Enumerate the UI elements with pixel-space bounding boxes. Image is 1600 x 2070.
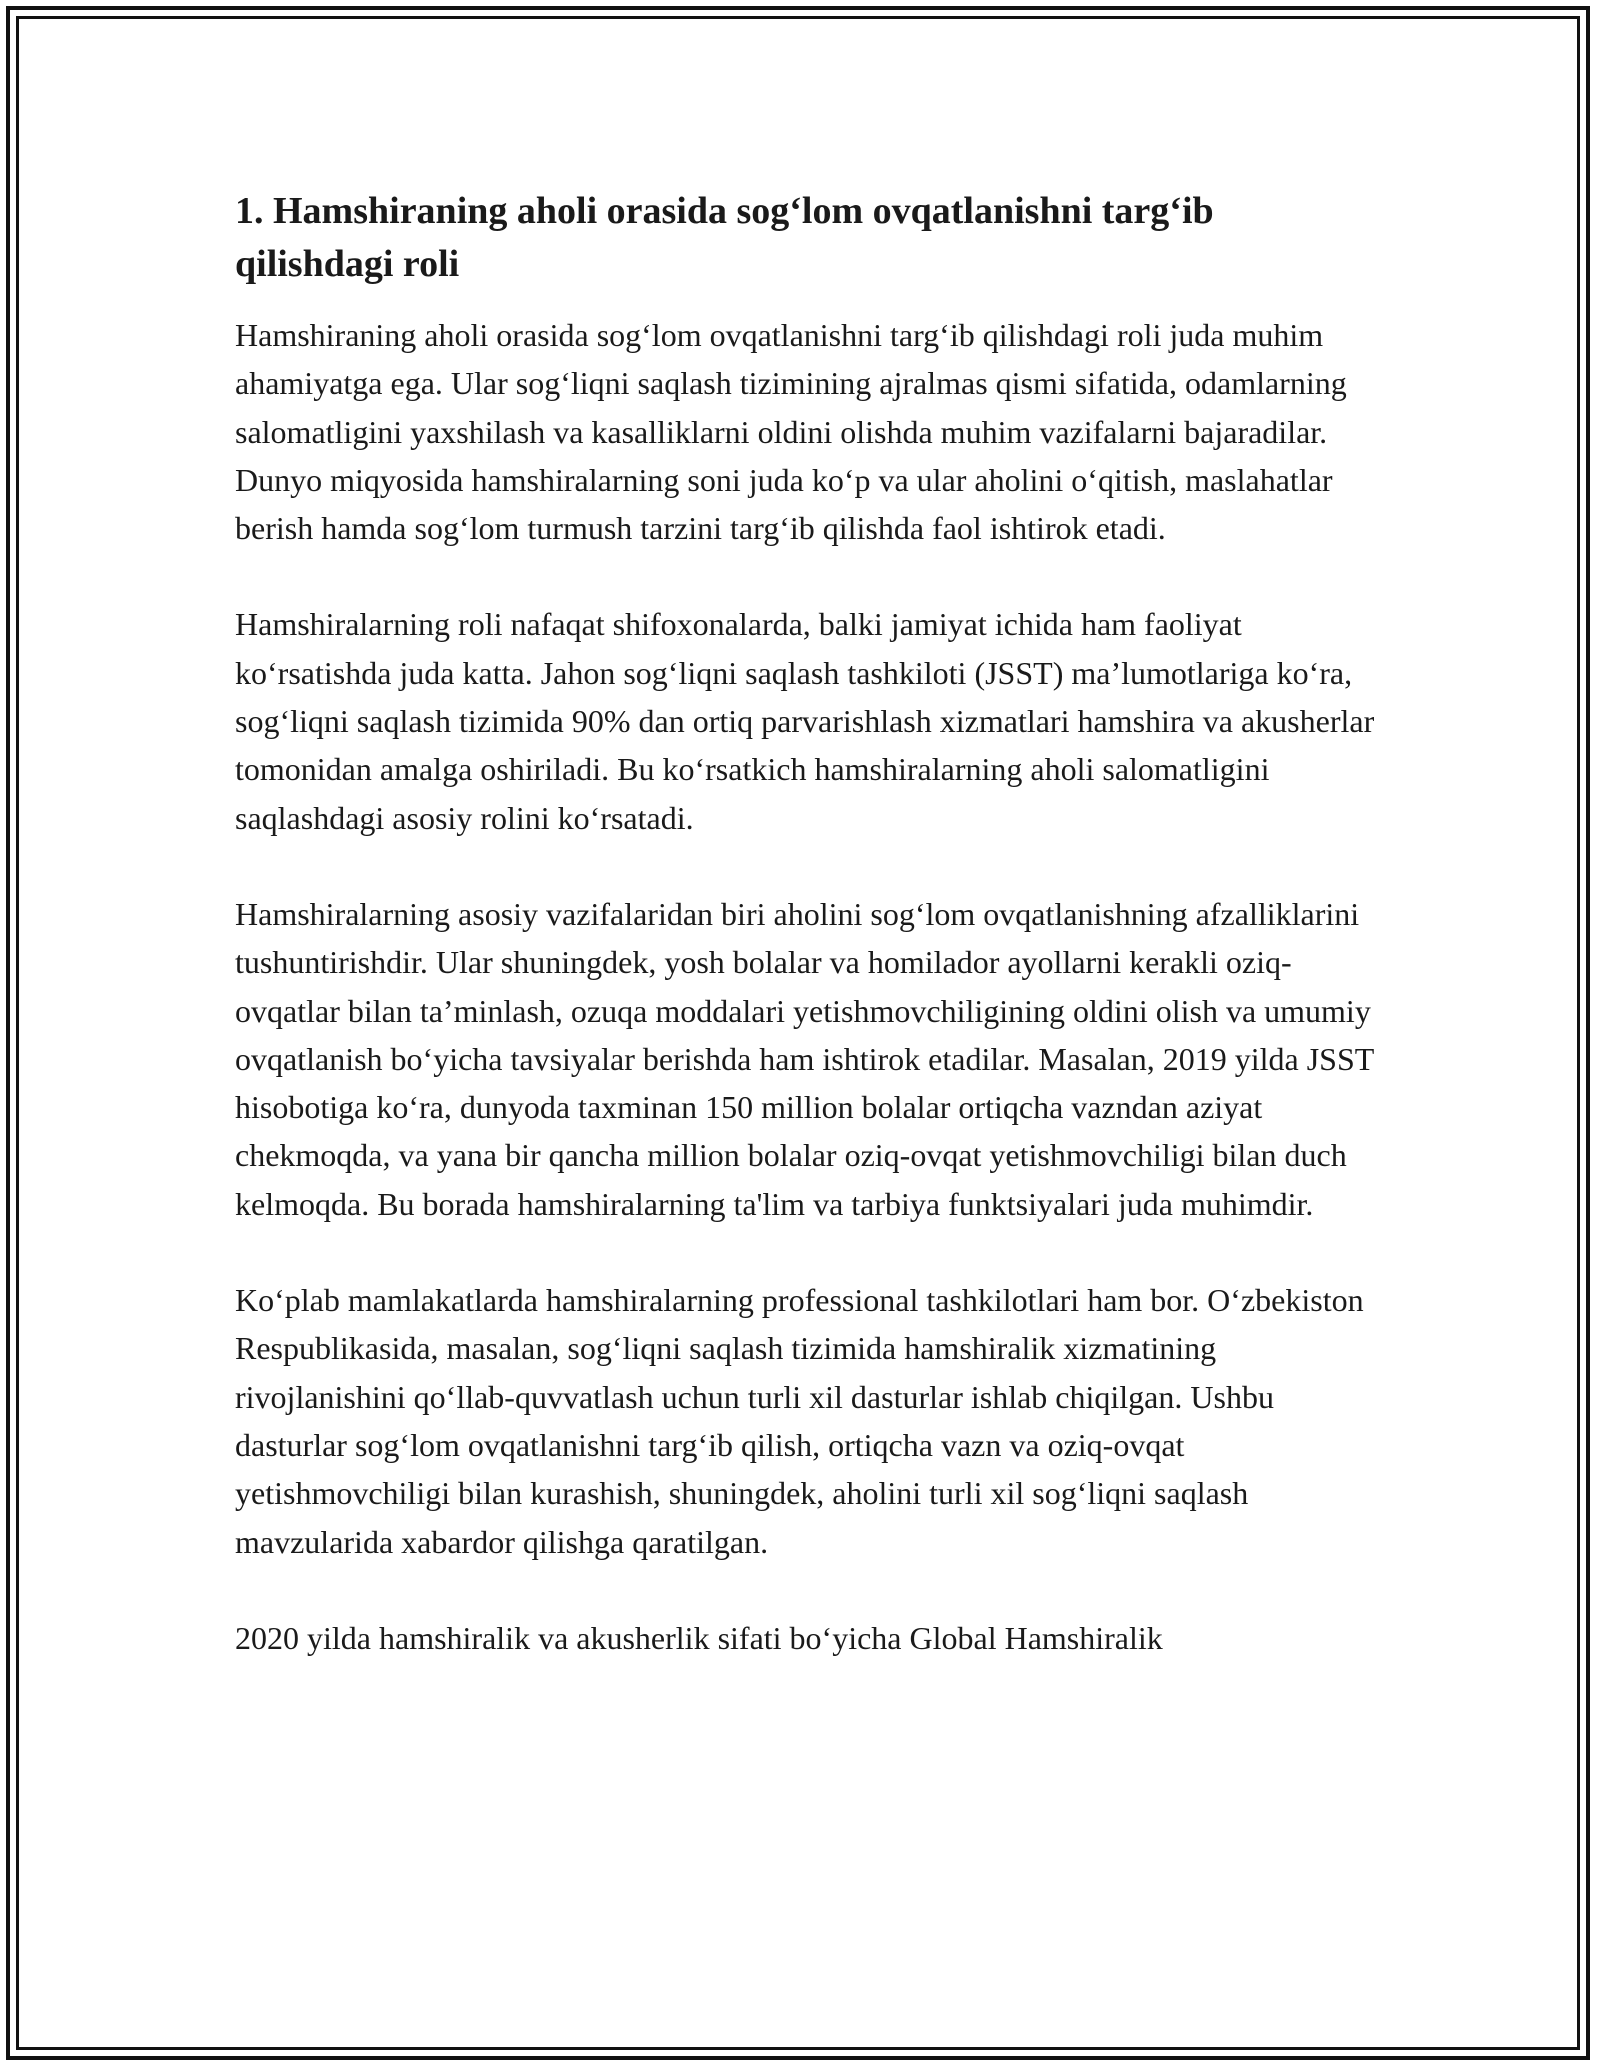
document-body — [235, 185, 1375, 1662]
paragraph-2: Hamshiralarning roli nafaqat shifoxonalarda, balki jamiyat ichida ham faoliyat ko‘rsatishda juda katta. Jahon sog‘liqni saqlash tashkiloti (JSST) ma’lumotlariga ko‘ra, sog‘liqni saqlash tizimida 90% dan ortiq parvarishlash xizmatlari hamshira va akusherlar tomonidan amalga oshiriladi. Bu ko‘rsatkich hamshiralarning aholi salomatligini saqlashdagi asosiy rolini ko‘rsatadi. — [235, 606, 1375, 836]
section-heading: 1. Hamshiraning aholi orasida sog‘lom ovqatlanishni targ‘ib qilishdagi roli — [235, 190, 1214, 285]
paragraph-5: 2020 yilda hamshiralik va akusherlik sifati bo‘yicha Global Hamshiralik — [235, 1619, 1163, 1656]
paragraph-3: Hamshiralarning asosiy vazifalaridan biri aholini sog‘lom ovqatlanishning afzalliklarini tushuntirishdir. Ular shuningdek, yosh bolalar va homilador ayollarni kerakli oziq-ovqatlar bilan ta’minlash, ozuqa moddalari yetishmovchiligining oldini olish va umumiy ovqatlanish bo‘yicha tavsiyalar berishda ham ishtirok etadilar. Masalan, 2019 yilda JSST hisobotiga ko‘ra, dunyoda taxminan 150 million bolalar ortiqcha vazndan aziyat chekmoqda, va yana bir qancha million bolalar oziq-ovqat yetishmovchiligi bilan duch kelmoqda. Bu borada hamshiralarning ta'lim va tarbiya funktsiyalari juda muhimdir. — [235, 895, 1374, 1222]
paragraph-4: Ko‘plab mamlakatlarda hamshiralarning professional tashkilotlari ham bor. O‘zbekiston Respublikasida, masalan, sog‘liqni saqlash tizimida hamshiralik xizmatining rivojlanishini qo‘llab-quvvatlash uchun turli xil dasturlar ishlab chiqilgan. Ushbu dasturlar sog‘lom ovqatlanishni targ‘ib qilish, ortiqcha vazn va oziq-ovqat yetishmovchiligi bilan kurashish, shuningdek, aholini turli xil sog‘liqni saqlash mavzularida xabardor qilishga qaratilgan. — [235, 1282, 1364, 1560]
paragraph-1: Hamshiraning aholi orasida sog‘lom ovqatlanishni targ‘ib qilishdagi roli juda muhim ahamiyatga ega. Ular sog‘liqni saqlash tizimining ajralmas qismi sifatida, odamlarning salomatligini yaxshilash va kasalliklarni oldini olishda muhim vazifalarni bajaradilar. Dunyo miqyosida hamshiralarning soni juda ko‘p va ular aholini o‘qitish, maslahatlar berish hamda sog‘lom turmush tarzini targ‘ib qilishda faol ishtirok etadi. — [235, 317, 1347, 547]
